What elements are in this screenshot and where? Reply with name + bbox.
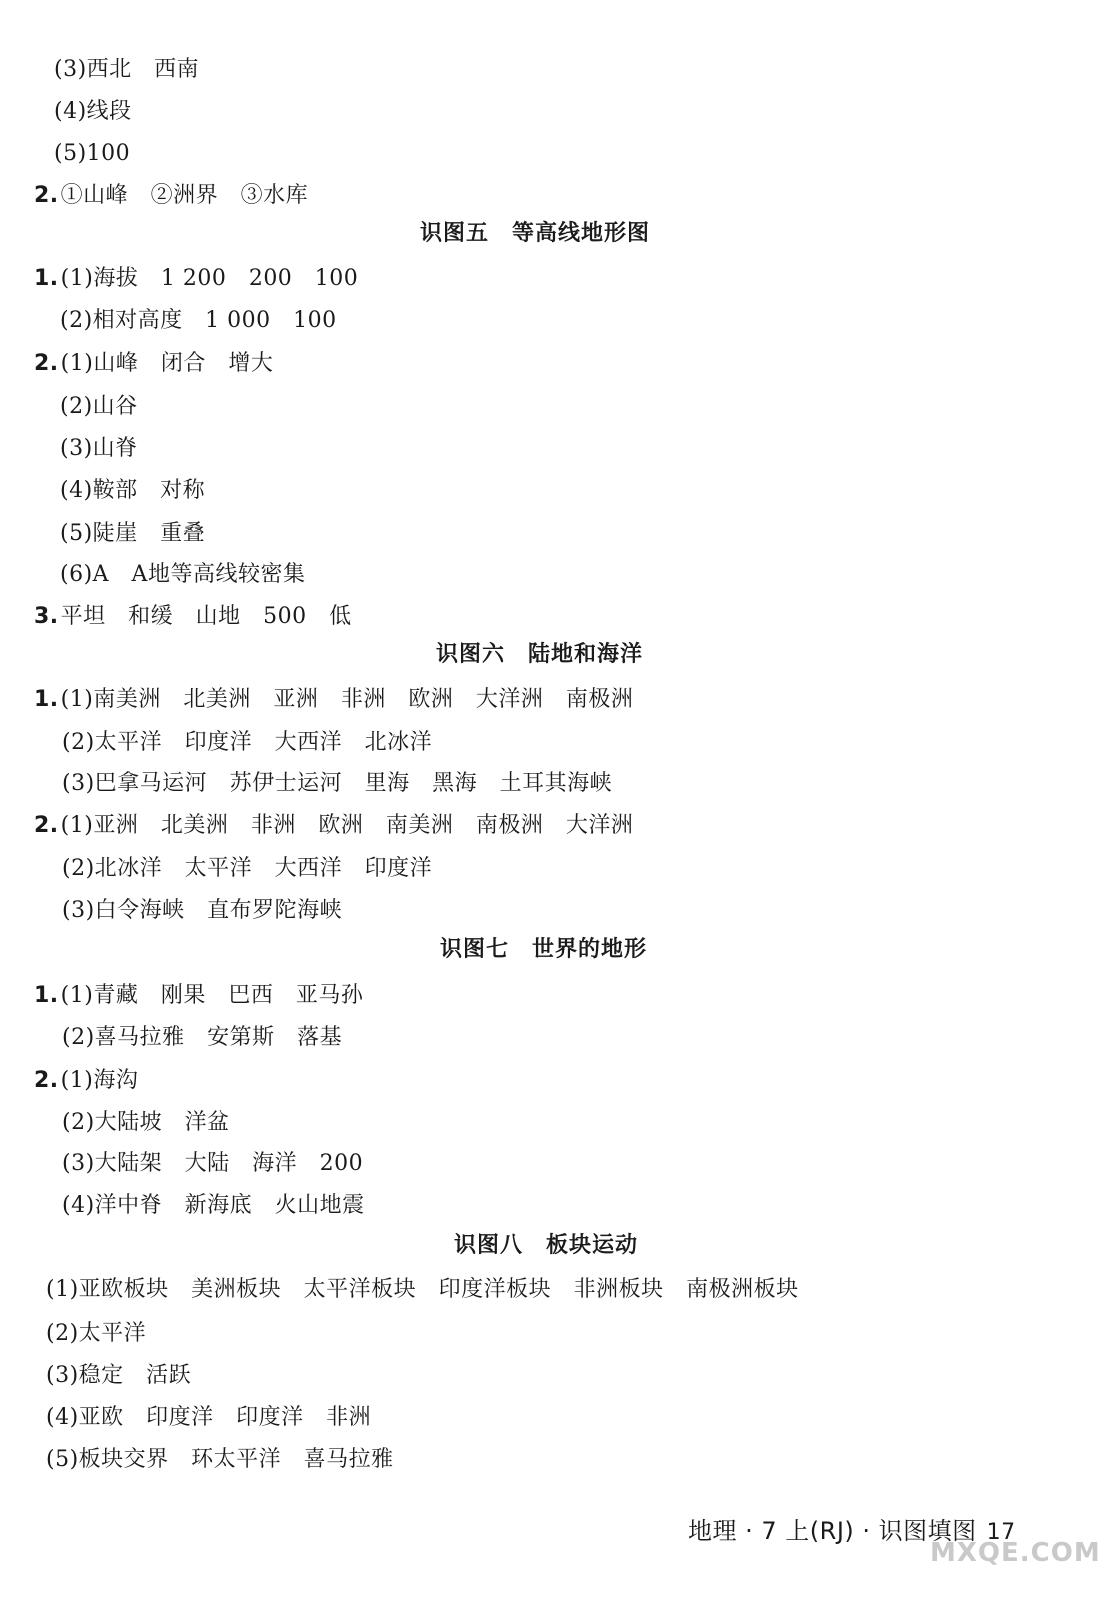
answer-line: (5)100 xyxy=(54,141,131,166)
answer-line: (3)白令海峡 直布罗陀海峡 xyxy=(62,898,343,923)
watermark-logo: MXQE.COM xyxy=(930,1538,1101,1568)
answer-line: (2)大陆坡 洋盆 xyxy=(62,1110,230,1135)
answer-line: (1)亚欧板块 美洲板块 太平洋板块 印度洋板块 非洲板块 南极洲板块 xyxy=(46,1277,799,1302)
answer-line: 1.(1)海拔 1 200 200 100 xyxy=(34,266,359,291)
answer-line: (3)山脊 xyxy=(60,436,138,461)
answer-line: (5)陡崖 重叠 xyxy=(60,521,206,546)
section-heading: 识图六 陆地和海洋 xyxy=(436,642,644,667)
section-heading: 识图七 世界的地形 xyxy=(440,937,648,962)
page-number: 17 xyxy=(986,1520,1016,1545)
answer-line: (3)巴拿马运河 苏伊士运河 里海 黑海 土耳其海峡 xyxy=(62,771,613,796)
answer-line: (2)相对高度 1 000 100 xyxy=(60,308,337,333)
answer-line: 1.(1)南美洲 北美洲 亚洲 非洲 欧洲 大洋洲 南极洲 xyxy=(34,687,634,712)
answer-line: (3)西北 西南 xyxy=(54,57,200,82)
answer-line: 3.平坦 和缓 山地 500 低 xyxy=(34,604,352,629)
footer-book-title: 地理 · 7 上(RJ) · 识图填图 xyxy=(688,1517,977,1545)
answer-line: 2.①山峰 ②洲界 ③水库 xyxy=(34,183,309,208)
section-heading: 识图五 等高线地形图 xyxy=(420,221,651,246)
answer-line: (6)A A地等高线较密集 xyxy=(60,562,306,587)
answer-line: (2)北冰洋 太平洋 大西洋 印度洋 xyxy=(62,856,433,881)
answer-line: 1.(1)青藏 刚果 巴西 亚马孙 xyxy=(34,983,364,1008)
answer-line: (2)喜马拉雅 安第斯 落基 xyxy=(62,1025,343,1050)
answer-line: (4)亚欧 印度洋 印度洋 非洲 xyxy=(46,1405,372,1430)
section-heading: 识图八 板块运动 xyxy=(454,1233,639,1258)
answer-line: (4)洋中脊 新海底 火山地震 xyxy=(62,1193,365,1218)
answer-line: (4)线段 xyxy=(54,99,132,124)
answer-line: (2)山谷 xyxy=(60,394,138,419)
answer-line: (3)稳定 活跃 xyxy=(46,1363,192,1388)
answer-line: (3)大陆架 大陆 海洋 200 xyxy=(62,1151,364,1176)
answer-line: 2.(1)亚洲 北美洲 非洲 欧洲 南美洲 南极洲 大洋洲 xyxy=(34,813,634,838)
answer-line: 2.(1)海沟 xyxy=(34,1068,139,1093)
answer-line: (4)鞍部 对称 xyxy=(60,478,206,503)
answer-line: (2)太平洋 印度洋 大西洋 北冰洋 xyxy=(62,730,433,755)
answer-line: (2)太平洋 xyxy=(46,1321,147,1346)
answer-line: (5)板块交界 环太平洋 喜马拉雅 xyxy=(46,1447,394,1472)
answer-line: 2.(1)山峰 闭合 增大 xyxy=(34,351,274,376)
